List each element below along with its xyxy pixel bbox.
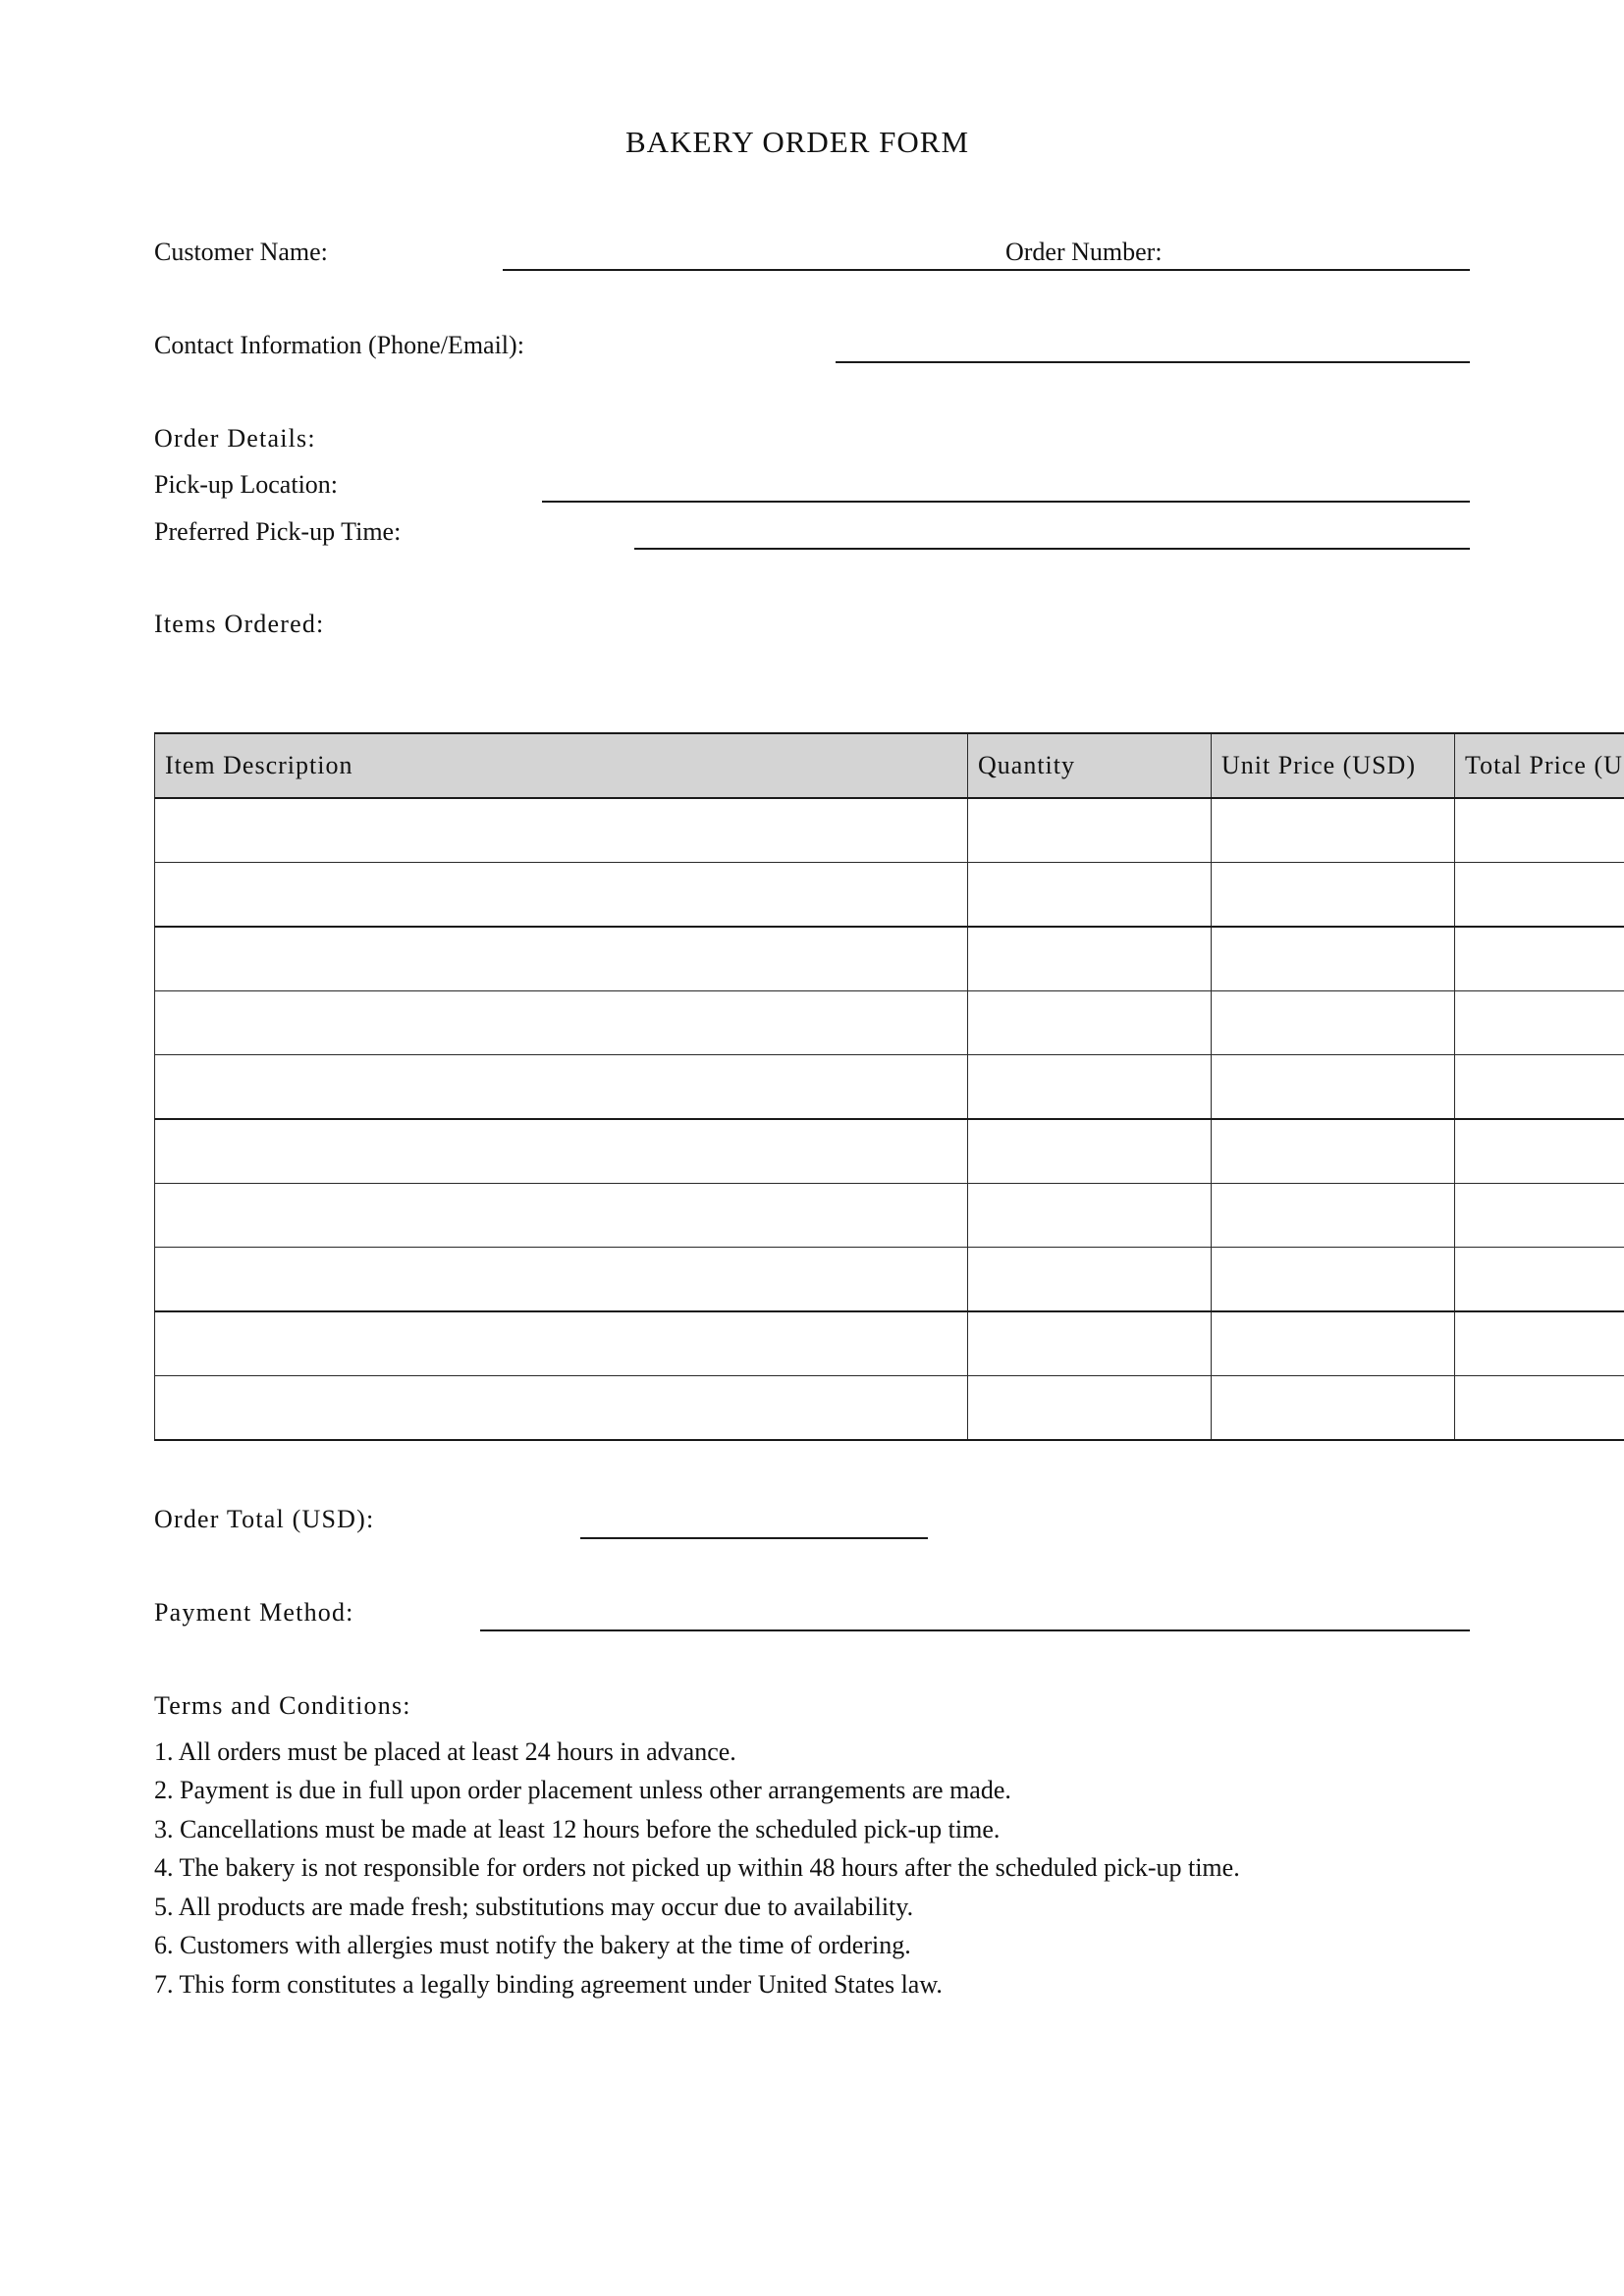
total-price-cell[interactable] [1455, 798, 1624, 863]
item-description-cell[interactable] [155, 991, 968, 1055]
item-description-cell[interactable] [155, 1119, 968, 1184]
item-description-cell[interactable] [155, 1184, 968, 1248]
total-price-cell[interactable] [1455, 1376, 1624, 1441]
quantity-cell[interactable] [968, 1248, 1212, 1312]
quantity-cell[interactable] [968, 927, 1212, 991]
unit-price-cell[interactable] [1212, 1376, 1455, 1441]
unit-price-cell[interactable] [1212, 1055, 1455, 1120]
order-total-field[interactable] [580, 1537, 928, 1539]
terms-item: 2. Payment is due in full upon order placement unless other arrangements are made. [154, 1776, 1011, 1804]
terms-item: 3. Cancellations must be made at least 12 hours before the scheduled pick-up time. [154, 1815, 1001, 1843]
pickup-location-field[interactable] [542, 501, 1470, 503]
terms-item: 5. All products are made fresh; substitutions may occur due to availability. [154, 1893, 914, 1921]
table-row [155, 798, 1624, 863]
total-price-cell[interactable] [1455, 863, 1624, 928]
terms-item: 4. The bakery is not responsible for orders not picked up within 48 hours after the scheduled pick-up time. [154, 1853, 1240, 1882]
table-row [155, 863, 1624, 928]
item-description-cell[interactable] [155, 1376, 968, 1441]
quantity-cell[interactable] [968, 1184, 1212, 1248]
item-description-cell[interactable] [155, 1248, 968, 1312]
terms-item: 7. This form constitutes a legally binding agreement under United States law. [154, 1970, 943, 1999]
total-price-cell[interactable] [1455, 1248, 1624, 1312]
table-row [155, 927, 1624, 991]
total-price-cell[interactable] [1455, 1311, 1624, 1376]
item-description-cell[interactable] [155, 1055, 968, 1120]
terms-item: 1. All orders must be placed at least 24 hours in advance. [154, 1737, 736, 1766]
quantity-cell[interactable] [968, 1119, 1212, 1184]
pickup-time-label: Preferred Pick-up Time: [154, 517, 402, 546]
customer-name-field[interactable] [503, 269, 1470, 271]
table-row [155, 1376, 1624, 1441]
total-price-cell[interactable] [1455, 1055, 1624, 1120]
payment-method-label: Payment Method: [154, 1598, 354, 1627]
payment-method-field[interactable] [480, 1629, 1470, 1631]
items-table [154, 732, 1624, 1441]
unit-price-cell[interactable] [1212, 991, 1455, 1055]
unit-price-cell[interactable] [1212, 927, 1455, 991]
unit-price-cell[interactable] [1212, 1119, 1455, 1184]
table-row [155, 1248, 1624, 1312]
terms-item: 6. Customers with allergies must notify the bakery at the time of ordering. [154, 1931, 911, 1959]
order-total-label: Order Total (USD): [154, 1505, 375, 1533]
quantity-cell[interactable] [968, 798, 1212, 863]
table-header-row [155, 733, 1624, 798]
col-header-quantity: Quantity [968, 733, 1212, 798]
unit-price-cell[interactable] [1212, 1184, 1455, 1248]
quantity-cell[interactable] [968, 1055, 1212, 1120]
col-header-unit-price: Unit Price (USD) [1212, 733, 1455, 798]
order-number-label: Order Number: [1005, 238, 1163, 266]
quantity-cell[interactable] [968, 1376, 1212, 1441]
item-description-cell[interactable] [155, 1311, 968, 1376]
pickup-time-field[interactable] [634, 548, 1470, 550]
total-price-cell[interactable] [1455, 991, 1624, 1055]
item-description-cell[interactable] [155, 798, 968, 863]
col-header-total-price: Total Price (U [1455, 733, 1624, 798]
items-ordered-heading: Items Ordered: [154, 610, 325, 638]
contact-info-field[interactable] [836, 361, 1470, 363]
table-row [155, 1055, 1624, 1120]
total-price-cell[interactable] [1455, 927, 1624, 991]
table-row [155, 1119, 1624, 1184]
unit-price-cell[interactable] [1212, 1248, 1455, 1312]
order-details-heading: Order Details: [154, 424, 316, 453]
table-row [155, 1184, 1624, 1248]
item-description-cell[interactable] [155, 863, 968, 928]
form-title: BAKERY ORDER FORM [625, 125, 970, 159]
quantity-cell[interactable] [968, 1311, 1212, 1376]
item-description-cell[interactable] [155, 927, 968, 991]
pickup-location-label: Pick-up Location: [154, 470, 339, 499]
unit-price-cell[interactable] [1212, 1311, 1455, 1376]
table-row [155, 1311, 1624, 1376]
quantity-cell[interactable] [968, 991, 1212, 1055]
customer-name-label: Customer Name: [154, 238, 328, 266]
unit-price-cell[interactable] [1212, 863, 1455, 928]
total-price-cell[interactable] [1455, 1184, 1624, 1248]
unit-price-cell[interactable] [1212, 798, 1455, 863]
quantity-cell[interactable] [968, 863, 1212, 928]
terms-heading: Terms and Conditions: [154, 1691, 411, 1720]
total-price-cell[interactable] [1455, 1119, 1624, 1184]
contact-info-label: Contact Information (Phone/Email): [154, 331, 524, 359]
col-header-item-description: Item Description [155, 733, 968, 798]
table-row [155, 991, 1624, 1055]
